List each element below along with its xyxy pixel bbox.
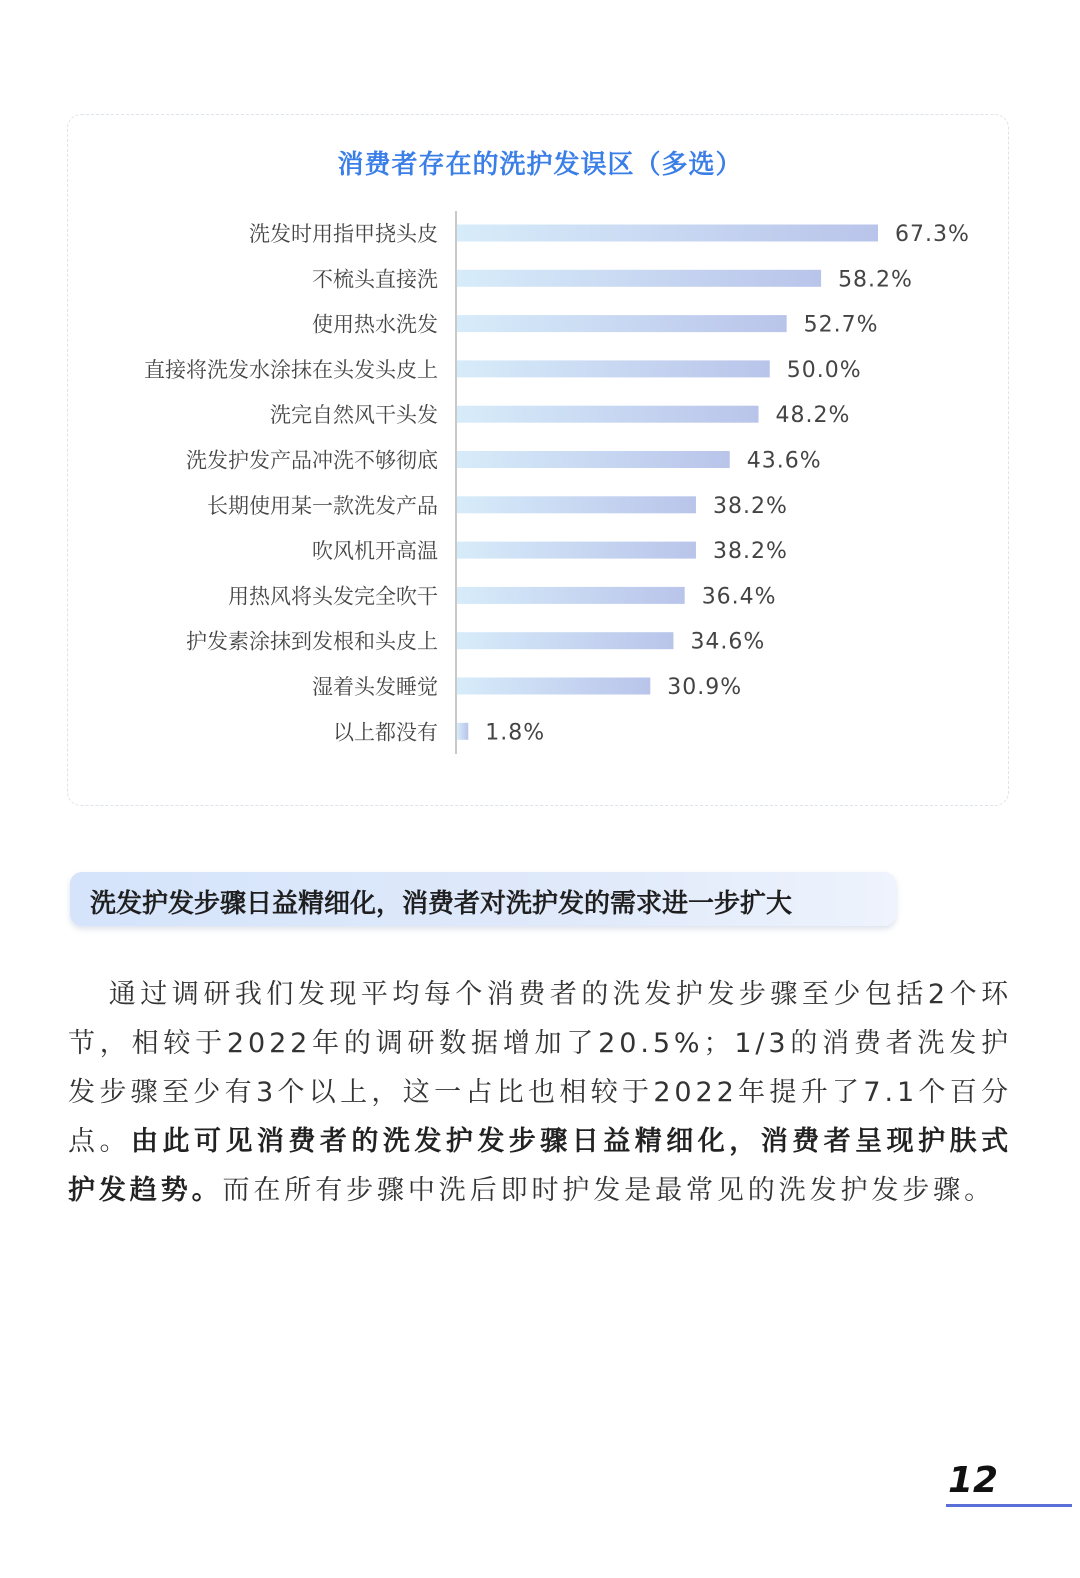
value-label: 50.0% <box>786 357 862 383</box>
category-label: 以上都没有 <box>333 720 438 745</box>
chart-title: 消费者存在的洗护发误区（多选） <box>337 150 743 180</box>
category-label: 用热风将头发完全吹干 <box>228 584 438 609</box>
paragraph-bold: 由此可见消费者的洗发护发步骤日益精细化，消费者呈现护肤式护发趋势。 <box>68 1126 1012 1206</box>
page-number-underline <box>946 1504 1072 1507</box>
bar <box>457 406 759 423</box>
category-label: 洗发护发产品冲洗不够彻底 <box>186 448 438 473</box>
bar <box>457 451 730 468</box>
paragraph-end: 而在所有步骤中洗后即时护发是最常见的洗发护发步骤。 <box>222 1175 995 1206</box>
category-label: 长期使用某一款洗发产品 <box>207 493 438 518</box>
value-label: 38.2% <box>712 493 788 519</box>
bar <box>457 542 696 559</box>
body-paragraph <box>68 970 1012 1215</box>
bar <box>457 225 878 242</box>
bar <box>457 270 821 287</box>
category-label: 使用热水洗发 <box>312 312 438 337</box>
bar <box>457 496 696 513</box>
section-heading-text: 洗发护发步骤日益精细化，消费者对洗护发的需求进一步扩大 <box>90 889 793 919</box>
value-label: 52.7% <box>803 312 879 338</box>
paragraph-intro: 通过调研我们发现平均每个消费者的洗发护发步骤至少包括2个环节，相较于2022年的调研数据增加了20.5%；1/3的消费者洗发护发步骤至少有3个以上，这一占比也相较于2022年提升了7.1个百分点。 <box>68 979 1012 1157</box>
section-heading <box>70 872 896 926</box>
category-label: 吹风机开高温 <box>312 539 438 564</box>
category-label: 不梳头直接洗 <box>312 267 438 292</box>
value-label: 30.9% <box>667 675 743 700</box>
value-label: 58.2% <box>838 267 913 293</box>
category-label: 直接将洗发水涂抹在头发头皮上 <box>144 357 438 382</box>
bar <box>457 723 468 740</box>
category-label: 洗完自然风干头发 <box>270 403 438 428</box>
bar <box>457 632 673 649</box>
bar <box>457 587 685 604</box>
value-label: 48.2% <box>775 403 851 429</box>
category-label: 洗发时用指甲挠头皮 <box>249 222 438 246</box>
value-label: 34.6% <box>690 629 766 655</box>
page-number: 12 <box>948 1460 999 1501</box>
bar <box>457 315 787 332</box>
value-label: 36.4% <box>701 584 777 610</box>
value-label: 67.3% <box>895 222 970 247</box>
value-label: 43.6% <box>746 448 822 474</box>
value-label: 1.8% <box>485 720 546 746</box>
category-label: 湿着头发睡觉 <box>312 675 438 699</box>
value-label: 38.2% <box>712 539 788 565</box>
category-label: 护发素涂抹到发根和头皮上 <box>186 629 438 654</box>
bar <box>457 360 770 377</box>
bar <box>457 678 650 695</box>
